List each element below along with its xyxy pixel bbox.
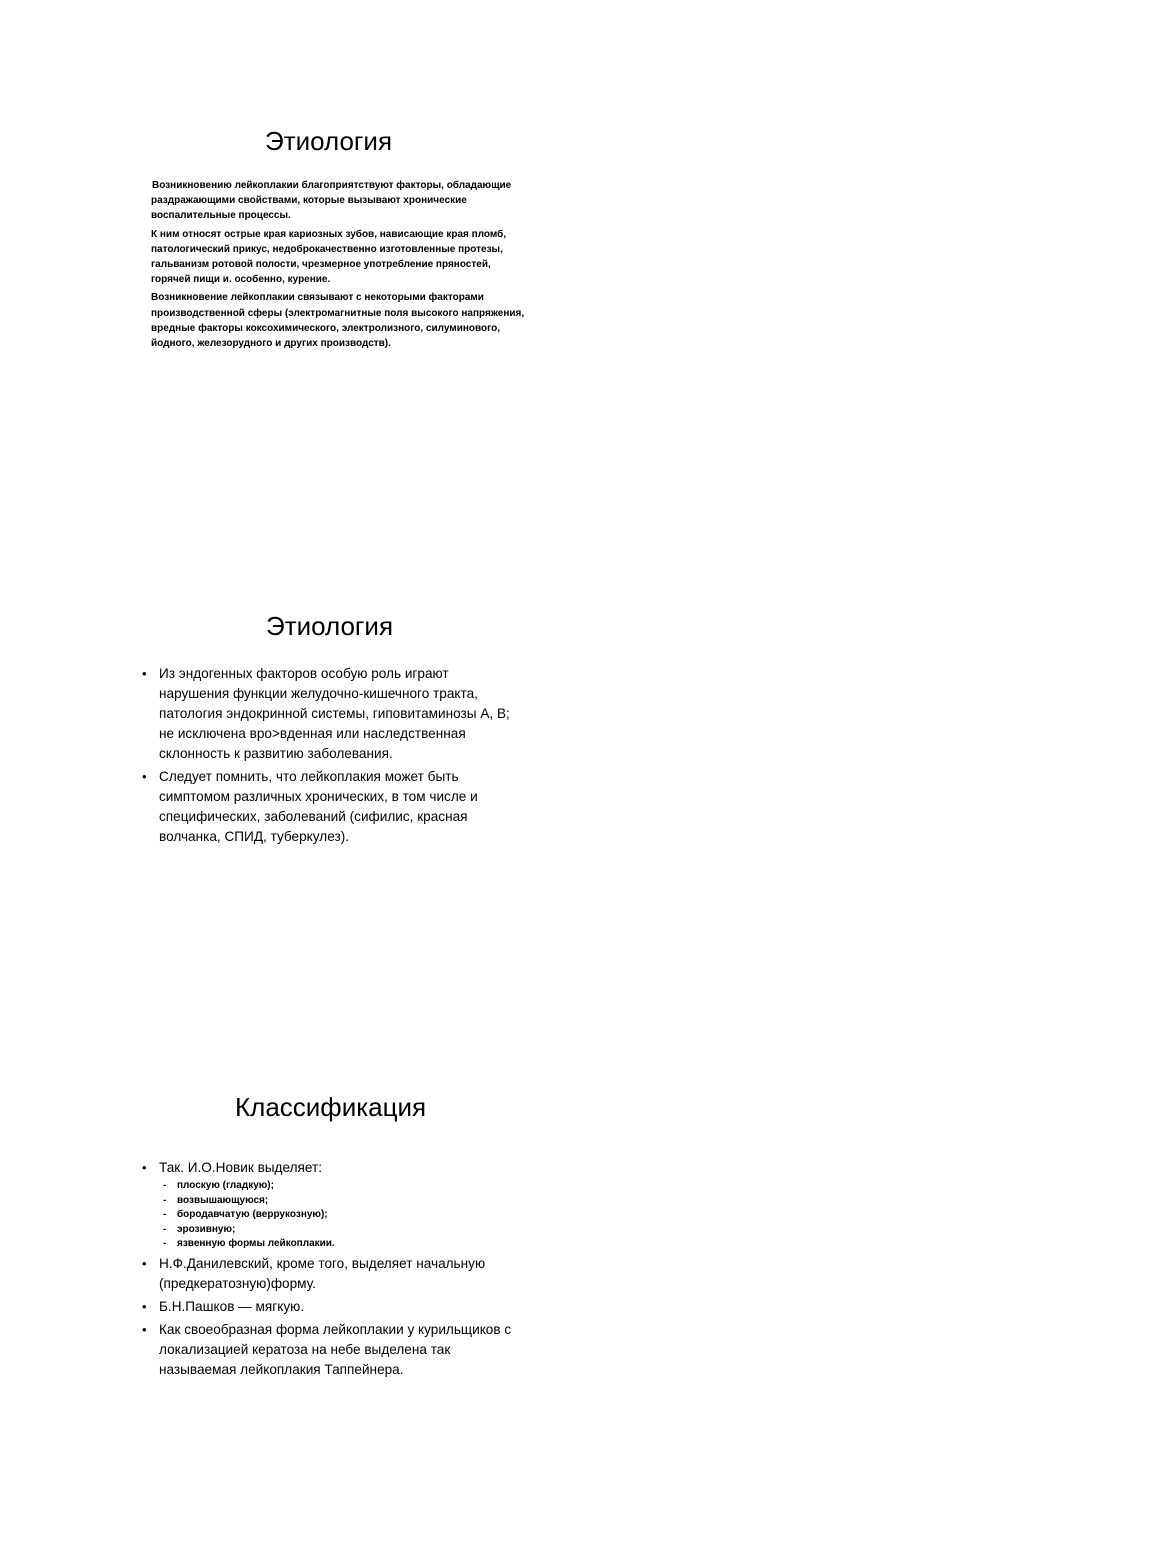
slide-title: Этиология [265,126,393,156]
sub-list [159,1179,523,1252]
bullet-marker: • [142,666,147,681]
dash-marker: - [163,1238,167,1250]
list-item [143,664,513,764]
dash-marker: - [163,1180,167,1191]
paragraph: К ним относят острые края кариозных зубов, нависающие края пломб, патологический прикус, недоброкачественно изготовленные протезы, гальванизм ротовой полости, чрезмерное употребление пряностей, горячей пищи и. особенно, курение. [151,228,507,286]
sub-list-item-text: бородавчатую (веррукозную); [177,1209,328,1221]
sub-list-item [159,1237,523,1252]
slide-title: Классификация [235,1092,427,1122]
list-item-text: Б.Н.Пашков — мягкую. [159,1298,305,1314]
list-item-text: Следует помнить, что лейкоплакия может быть симптомом различных хронических, в том числе и специфических, заболеваний (сифилис, красная волчанка, СПИД, туберкулез). [159,769,478,844]
bullet-marker: • [142,769,147,784]
dash-marker: - [163,1194,167,1206]
slide-title: Этиология [266,611,394,641]
list-item [143,1320,523,1380]
sub-list-item-text: язвенную формы лейкоплакии. [177,1238,335,1250]
sub-list-item-text: возвышающуюся; [177,1194,269,1206]
list-item-text: Так. И.О.Новик выделяет: [159,1160,323,1175]
sub-list-item [159,1179,523,1194]
sub-list-item-text: эрозивную; [177,1223,236,1235]
paragraph: Возникновение лейкоплакии связывают с некоторыми факторами производственной сферы (электромагнитные поля высокого напряжения, вредные факторы коксохимического, электролизного, силуминового, йодного, железорудного и других производств). [151,292,525,350]
bullet-marker: • [142,1298,147,1314]
bullet-list [143,1158,523,1383]
sub-list-item [159,1223,523,1238]
bullet-marker: • [142,1255,147,1271]
sub-list-item-text: плоскую (гладкую); [177,1180,274,1191]
dash-marker: - [163,1223,167,1235]
bullet-marker: • [142,1321,147,1337]
list-item [143,1297,523,1317]
list-item [143,767,513,847]
slide-body [151,178,531,354]
sub-list-item [159,1194,523,1209]
paragraph: Возникновению лейкоплакии благоприятствуют факторы, обладающие раздражающими свойствами, которые вызывают хронические воспалительные процессы. [151,180,512,222]
bullet-marker: • [142,1160,147,1175]
dash-marker: - [163,1209,167,1221]
list-item-text: Н.Ф.Данилевский, кроме того, выделяет начальную (предкератозную)форму. [159,1255,486,1291]
list-item-text: Как своеобразная форма лейкоплакии у курильщиков с локализацией кератоза на небе выделена так называемая лейкоплакия Таппейнера. [159,1321,512,1377]
list-item [143,1158,523,1252]
sub-list-item [159,1208,523,1223]
bullet-list [143,664,513,850]
list-item-text: Из эндогенных факторов особую роль играют нарушения функции желудочно-кишечного тракта, патология эндокринной системы, гиповитаминозы А, В; не исключена вро>вденная или наследственная склонность к развитию заболевания. [159,666,510,761]
list-item [143,1254,523,1294]
